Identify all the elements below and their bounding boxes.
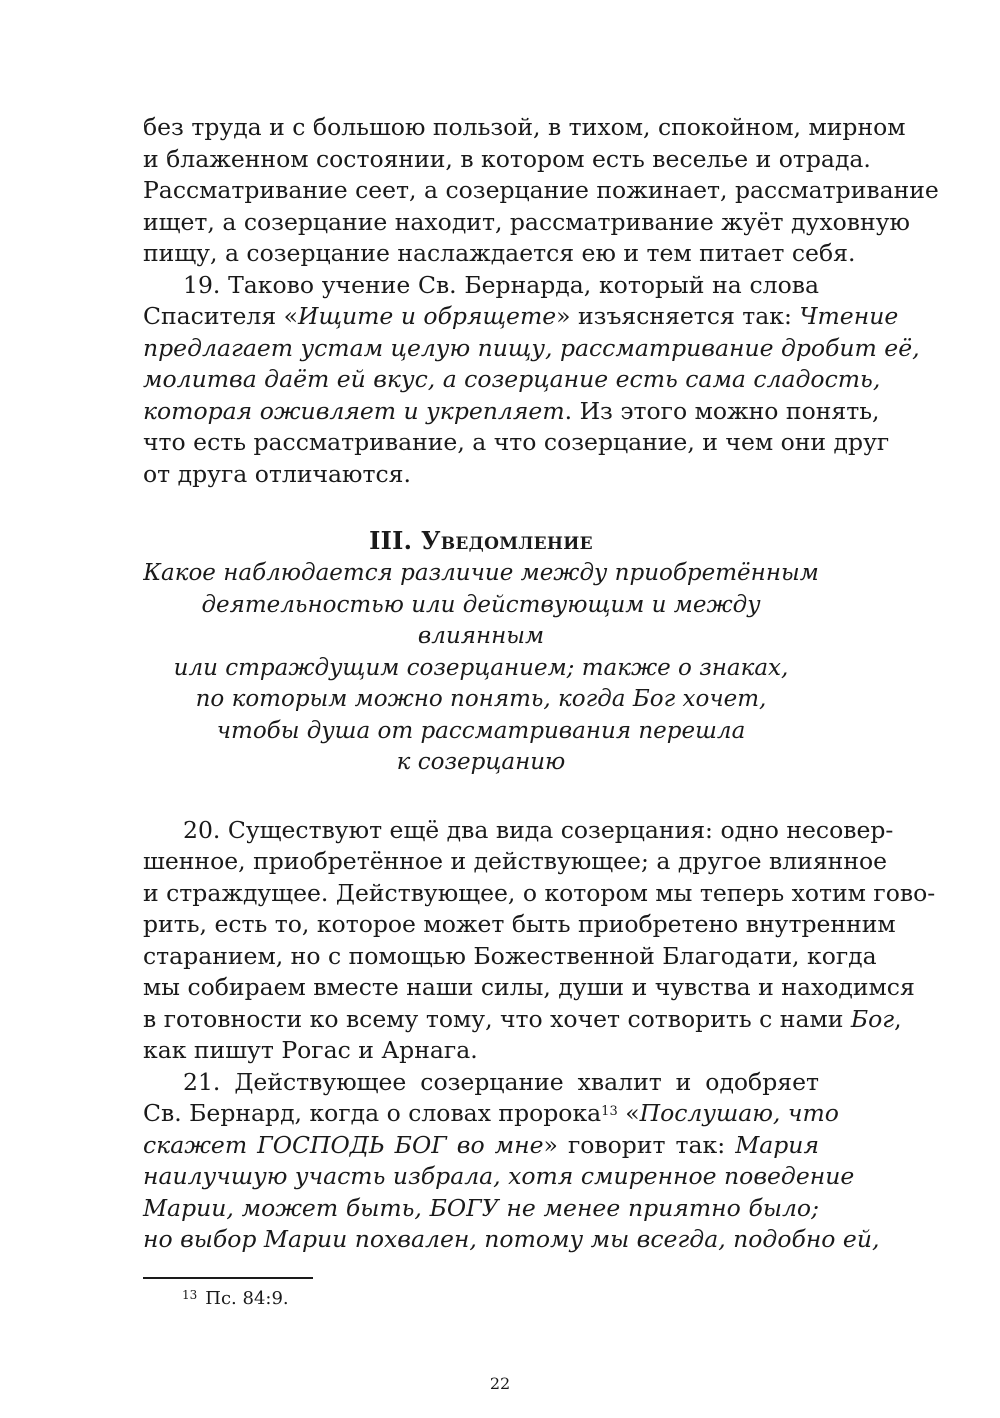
text-line: Св. Бернард, когда о словах пророка$^{13}$ «Послушаю, что bbox=[143, 1099, 839, 1127]
text-line: наилучшую участь избрала, хотя смиренное поведение bbox=[143, 1162, 855, 1190]
text-line: и страждущее. Действующее, о котором мы теперь хотим гово- bbox=[143, 878, 936, 907]
footnote-text: Пс. 84:9. bbox=[205, 1288, 289, 1309]
subtitle-line: или страждущим созерцанием; также о знаках, bbox=[173, 654, 789, 681]
text-line: без труда и с большою пользой, в тихом, спокойном, мирном bbox=[143, 113, 906, 141]
paragraph-19 bbox=[143, 270, 920, 491]
text-line: старанием, но с помощью Божественной Благодати, когда bbox=[143, 941, 877, 970]
text-line: которая оживляет и укрепляет. Из этого можно понять, bbox=[143, 396, 880, 425]
footnote bbox=[182, 1288, 289, 1309]
text-line: 19. Таково учение Св. Бернарда, который на слова bbox=[183, 270, 819, 299]
text-line: от друга отличаются. bbox=[143, 459, 411, 488]
text-line: как пишут Рогас и Арнага. bbox=[143, 1036, 478, 1064]
text-line: в готовности ко всему тому, что хочет сотворить с нами Бог, bbox=[143, 1004, 902, 1033]
text-line: 20. Существуют ещё два вида созерцания: одно несовер- bbox=[183, 815, 894, 844]
text-line: ищет, а созерцание находит, рассматривание жуёт духовную bbox=[143, 207, 910, 236]
text-line: и блаженном состоянии, в котором есть веселье и отрада. bbox=[143, 144, 871, 173]
text-line: Марии, может быть, БОГУ не менее приятно было; bbox=[143, 1193, 819, 1222]
section-heading: III. Уведомление bbox=[369, 526, 593, 555]
text-line: мы собираем вместе наши силы, души и чувства и находимся bbox=[143, 973, 915, 1001]
subtitle-line: к созерцанию bbox=[396, 749, 566, 775]
subtitle-line: деятельностью или действующим и между влиянным bbox=[201, 591, 761, 649]
text-line: шенное, приобретённое и действующее; а другое влиянное bbox=[143, 847, 888, 875]
text-line: 21. Действующее созерцание хвалит и одобряет bbox=[183, 1067, 819, 1096]
text-line: скажет ГОСПОДЬ БОГ во мне» говорит так: Мария bbox=[143, 1130, 819, 1159]
subtitle-line: Какое наблюдается различие между приобретённым bbox=[143, 560, 819, 586]
paragraph-18-end bbox=[143, 112, 939, 270]
text-line: Спасителя «Ищите и обрящете» изъясняется так: Чтение bbox=[143, 302, 899, 330]
text-line: но выбор Марии похвален, потому мы всегда, подобно ей, bbox=[143, 1225, 880, 1253]
text-line: Рассматривание сеет, а созерцание пожинает, рассматривание bbox=[143, 176, 939, 204]
text-line: что есть рассматривание, а что созерцание, и чем они друг bbox=[143, 428, 890, 456]
paragraph-20 bbox=[143, 815, 936, 1067]
text-line: предлагает устам целую пищу, рассматривание дробит её, bbox=[143, 333, 920, 362]
footnote-number: 13 bbox=[182, 1288, 198, 1302]
paragraph-21 bbox=[143, 1067, 880, 1256]
page-number: 22 bbox=[489, 1374, 511, 1393]
text-line: пищу, а созерцание наслаждается ею и тем питает себя. bbox=[143, 239, 856, 267]
text-line: молитва даёт ей вкус, а созерцание есть сама сладость, bbox=[143, 365, 881, 393]
subtitle-line: по которым можно понять, когда Бог хочет, bbox=[195, 686, 767, 712]
subtitle-line: чтобы душа от рассматривания перешла bbox=[216, 717, 746, 744]
footnote-reference[interactable]: 13 bbox=[601, 1104, 618, 1119]
section-subtitle bbox=[143, 558, 819, 779]
text-line: рить, есть то, которое может быть приобретено внутренним bbox=[143, 910, 896, 938]
page-body bbox=[143, 112, 939, 1256]
footnote-divider bbox=[143, 1277, 313, 1279]
